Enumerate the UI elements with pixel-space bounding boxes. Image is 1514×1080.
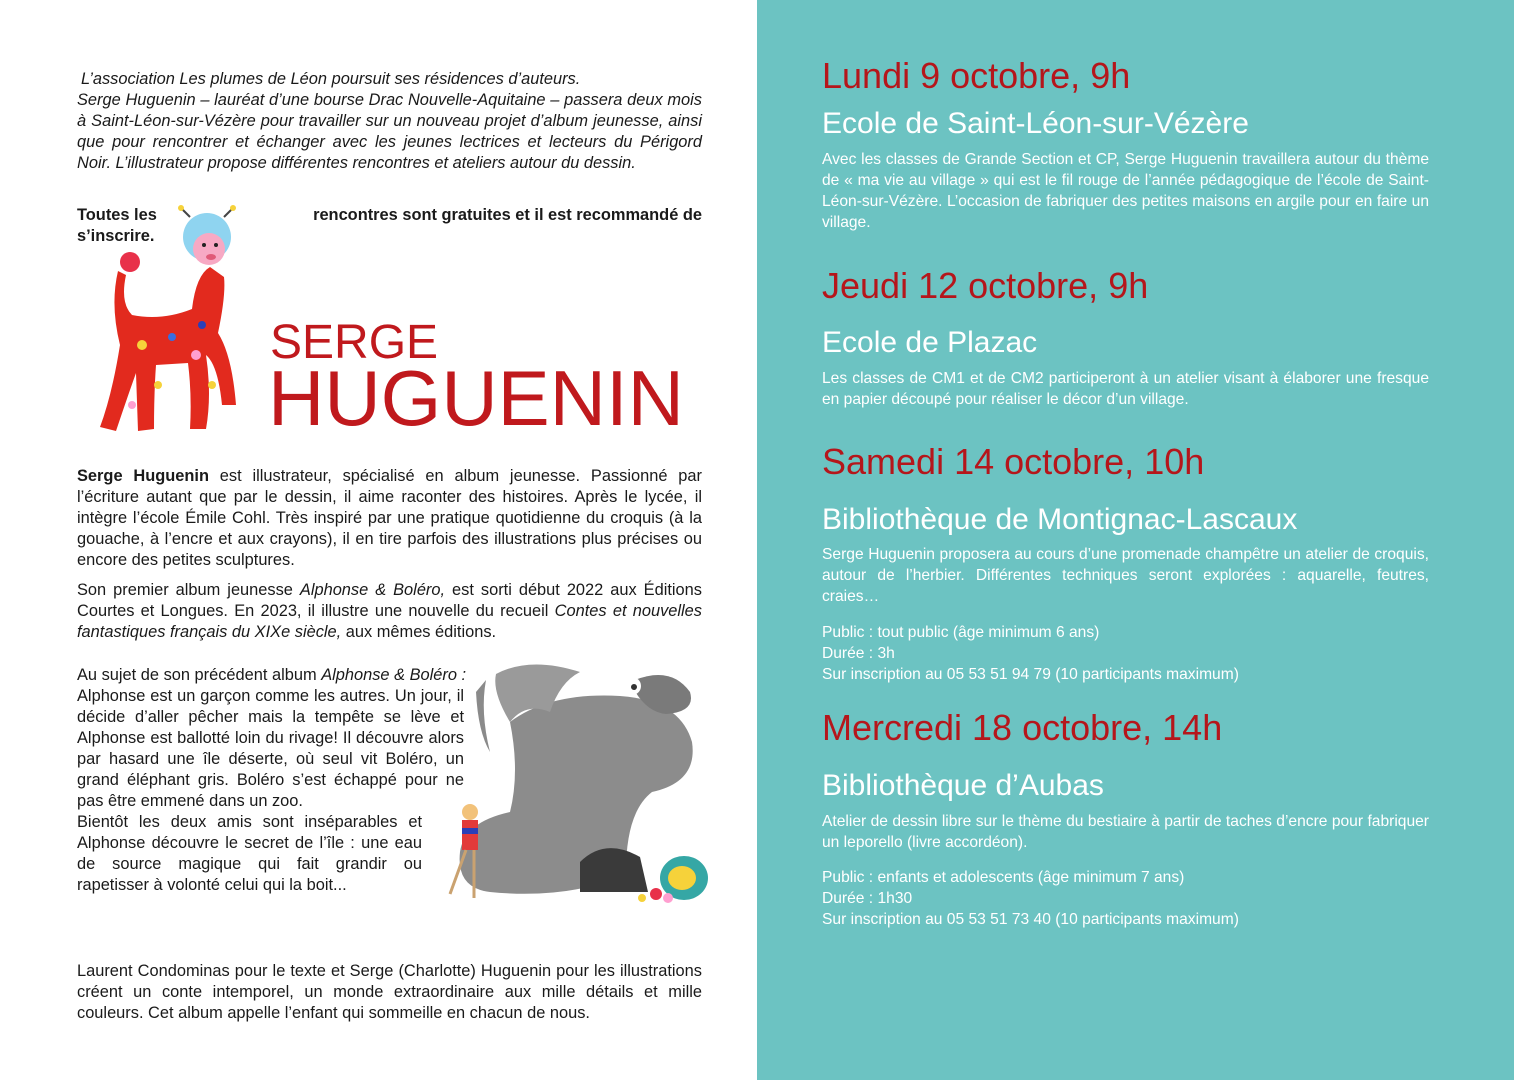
first-album-text-a: Son premier album jeunesse [77, 581, 300, 599]
event-date: Samedi 14 octobre, 10h [822, 441, 1205, 482]
event-place: Ecole de Saint-Léon-sur-Vézère [822, 107, 1249, 140]
event-place: Ecole de Plazac [822, 326, 1038, 359]
event-description: Avec les classes de Grande Section et CP, Serge Huguenin travaillera autour du thème de « ma vie au village » qui est le fil rouge de l’année pédagogique de l’école de Saint-Léon-sur-Vézère. L’occasion de fabriquer des petites maisons en argile pour en faire un village. [822, 151, 1429, 231]
intro-line: L’association Les plumes de Léon poursuit ses résidences d’auteurs. [81, 70, 581, 88]
event-description: Serge Huguenin proposera au cours d’une promenade champêtre un atelier de croquis, autour de l’herbier. Différentes techniques seront explorées : aquarelle, feutres, craies… [822, 546, 1429, 605]
red-creature-illustration [92, 205, 252, 440]
closing-paragraph: Laurent Condominas pour le texte et Serge (Charlotte) Huguenin pour les illustrations créent un conte intemporel, un monde extraordinaire aux mille détails et mille couleurs. Cet album appelle l’enfant qui sommeille en chacun de nous. [77, 962, 702, 1022]
first-album-paragraph [77, 580, 702, 643]
first-album-text-c: est sorti début 2022 aux Éditions Courtes et Longues. En 2023, il illustre une nouvelle du recueil [77, 581, 702, 620]
event-duration: Durée : 3h [822, 645, 895, 662]
event-registration: Sur inscription au 05 53 51 73 40 (10 participants maximum) [822, 911, 1239, 928]
free-notice-part2: rencontres sont gratuites et il est recommandé de [313, 206, 702, 224]
event-registration: Sur inscription au 05 53 51 94 79 (10 participants maximum) [822, 666, 1239, 683]
elephant-illustration [430, 652, 710, 914]
bio-name: Serge Huguenin [77, 467, 209, 485]
free-notice-part3: s’inscrire. [77, 227, 155, 245]
collection-title: Contes et nouvelles fantastiques français du XIXe siècle, [77, 602, 702, 641]
event-info [822, 622, 1429, 685]
event-date: Mercredi 18 octobre, 14h [822, 707, 1223, 748]
story-album-title: Alphonse & Boléro : [321, 666, 467, 684]
event-description: Atelier de dessin libre sur le thème du bestiaire à partir de taches d’encre pour fabriquer un leporello (livre accordéon). [822, 813, 1429, 851]
story-secret: Bientôt les deux amis sont inséparables et Alphonse découvre le secret de l’île : une eau de source magique qui fait grandir ou rapetisser à volonté celui qui la boit... [77, 813, 422, 894]
first-album-text-e: aux mêmes éditions. [341, 623, 497, 641]
event-description: Les classes de CM1 et de CM2 participeront à un atelier visant à élaborer une fresque en papier découpé pour réaliser le décor d’un village. [822, 370, 1429, 408]
title-last-name: HUGUENIN [268, 354, 685, 442]
story-synopsis: Alphonse est un garçon comme les autres. Un jour, il décide d’aller pêcher mais la tempête se lève et Alphonse est ballotté loin du rivage! Il découvre alors par hasard une île déserte, où seul vit Boléro, un grand éléphant gris. Boléro s’est échappé pour ne pas être emmené dans un zoo. [77, 687, 464, 810]
event-duration: Durée : 1h30 [822, 890, 913, 907]
title-first-name: SERGE [270, 316, 439, 369]
intro-paragraph [77, 69, 702, 174]
story-block [77, 665, 469, 896]
intro-text: Serge Huguenin – lauréat d’une bourse Drac Nouvelle-Aquitaine – passera deux mois à Saint-Léon-sur-Vézère pour travailler sur un nouveau projet d’album jeunesse, ainsi que pour rencontrer et échanger avec les jeunes lectrices et lecteurs du Périgord Noir. L’illustrateur propose différentes rencontres et ateliers autour du dessin. [77, 91, 702, 172]
event-public: Public : enfants et adolescents (âge minimum 7 ans) [822, 869, 1185, 886]
bio-text: est illustrateur, spécialisé en album jeunesse. Passionné par l’écriture autant que par le dessin, il aime raconter des histoires. Après le lycée, il intègre l’école Émile Cohl. Très inspiré par une pratique quotidienne du croquis (à la gouache, à l’encre et aux crayons), il en tire parfois des illustrations plus précises ou encore des petites sculptures. [77, 467, 702, 569]
event-date: Lundi 9 octobre, 9h [822, 55, 1131, 96]
story-intro-text: Au sujet de son précédent album [77, 666, 322, 684]
bio-paragraph [77, 466, 702, 571]
event-public: Public : tout public (âge minimum 6 ans) [822, 624, 1100, 641]
event-place: Bibliothèque de Montignac-Lascaux [822, 503, 1298, 536]
event-date: Jeudi 12 octobre, 9h [822, 265, 1149, 306]
first-album-title: Alphonse & Boléro, [299, 581, 446, 599]
event-info [822, 867, 1429, 930]
event-place: Bibliothèque d’Aubas [822, 769, 1104, 802]
story-intro [77, 665, 469, 686]
free-notice-part1: Toutes les [77, 206, 157, 224]
